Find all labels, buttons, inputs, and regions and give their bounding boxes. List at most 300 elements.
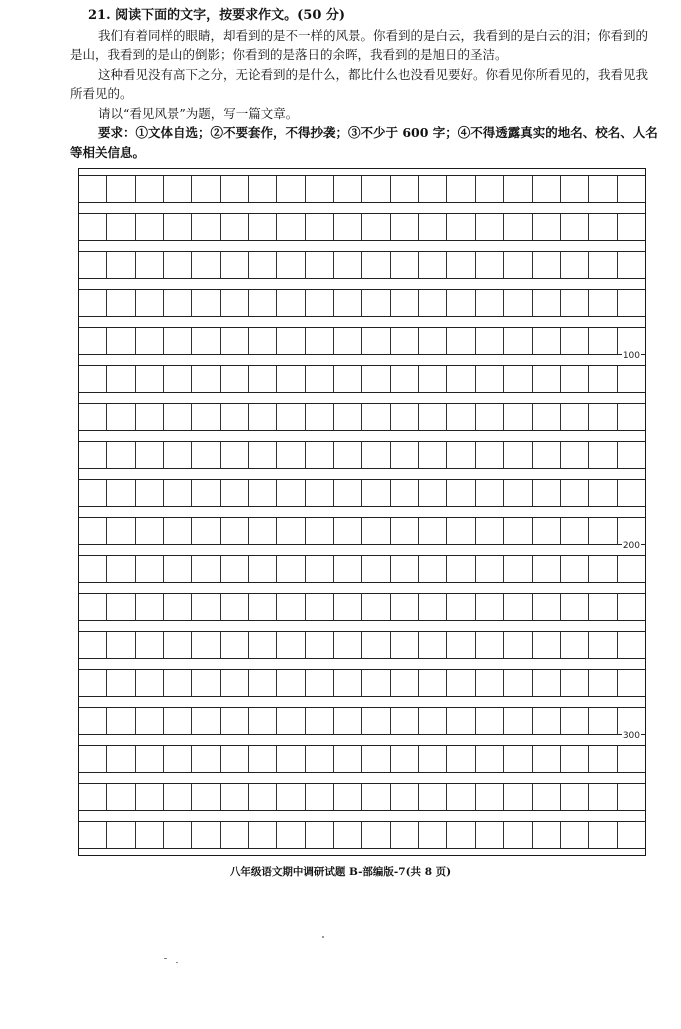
grid-cell[interactable] xyxy=(79,480,107,506)
grid-cell[interactable] xyxy=(192,404,220,430)
grid-cell[interactable] xyxy=(447,252,475,278)
grid-cell[interactable] xyxy=(107,442,135,468)
grid-cell[interactable] xyxy=(561,746,589,772)
grid-cell[interactable] xyxy=(79,290,107,316)
grid-cell[interactable] xyxy=(419,442,447,468)
grid-cell[interactable] xyxy=(618,822,645,848)
grid-cell[interactable] xyxy=(391,290,419,316)
grid-cell[interactable] xyxy=(164,214,192,240)
grid-cell[interactable] xyxy=(447,290,475,316)
grid-cell[interactable] xyxy=(306,594,334,620)
grid-cell[interactable] xyxy=(249,746,277,772)
grid-cell[interactable] xyxy=(306,784,334,810)
grid-cell[interactable] xyxy=(447,366,475,392)
grid-cell[interactable] xyxy=(334,366,362,392)
grid-cell[interactable] xyxy=(391,556,419,582)
grid-cell[interactable] xyxy=(221,784,249,810)
grid-cell[interactable] xyxy=(362,518,390,544)
grid-cell[interactable] xyxy=(362,480,390,506)
grid-cell[interactable] xyxy=(447,822,475,848)
grid-cell[interactable] xyxy=(618,290,645,316)
grid-cell[interactable] xyxy=(618,632,645,658)
grid-cell[interactable] xyxy=(221,480,249,506)
grid-cell[interactable] xyxy=(504,252,532,278)
grid-cell[interactable] xyxy=(136,328,164,354)
grid-cell[interactable] xyxy=(306,176,334,202)
grid-cell[interactable] xyxy=(362,556,390,582)
grid-cell[interactable] xyxy=(334,822,362,848)
grid-cell[interactable] xyxy=(533,708,561,734)
grid-cell[interactable] xyxy=(447,594,475,620)
grid-cell[interactable] xyxy=(249,328,277,354)
grid-cell[interactable] xyxy=(136,594,164,620)
grid-cell[interactable] xyxy=(277,746,305,772)
grid-cell[interactable] xyxy=(164,366,192,392)
grid-cell[interactable] xyxy=(476,328,504,354)
grid-cell[interactable] xyxy=(107,670,135,696)
grid-cell[interactable] xyxy=(561,708,589,734)
grid-cell[interactable] xyxy=(107,632,135,658)
grid-cell[interactable] xyxy=(164,632,192,658)
grid-cell[interactable] xyxy=(533,290,561,316)
grid-cell[interactable] xyxy=(249,822,277,848)
grid-cell[interactable] xyxy=(136,214,164,240)
grid-cell[interactable] xyxy=(221,594,249,620)
grid-cell[interactable] xyxy=(561,784,589,810)
grid-cell[interactable] xyxy=(533,480,561,506)
grid-cell[interactable] xyxy=(419,404,447,430)
grid-cell[interactable] xyxy=(79,252,107,278)
grid-cell[interactable] xyxy=(476,632,504,658)
grid-cell[interactable] xyxy=(391,708,419,734)
grid-cell[interactable] xyxy=(79,176,107,202)
grid-cell[interactable] xyxy=(589,708,617,734)
grid-cell[interactable] xyxy=(561,290,589,316)
grid-cell[interactable] xyxy=(221,252,249,278)
grid-cell[interactable] xyxy=(164,252,192,278)
grid-cell[interactable] xyxy=(447,708,475,734)
grid-cell[interactable] xyxy=(419,366,447,392)
grid-cell[interactable] xyxy=(561,594,589,620)
grid-cell[interactable] xyxy=(277,670,305,696)
grid-cell[interactable] xyxy=(391,176,419,202)
grid-cell[interactable] xyxy=(249,594,277,620)
grid-cell[interactable] xyxy=(136,822,164,848)
grid-cell[interactable] xyxy=(504,518,532,544)
grid-cell[interactable] xyxy=(164,328,192,354)
grid-cell[interactable] xyxy=(107,784,135,810)
grid-cell[interactable] xyxy=(221,366,249,392)
grid-cell[interactable] xyxy=(533,556,561,582)
grid-cell[interactable] xyxy=(504,366,532,392)
grid-cell[interactable] xyxy=(504,556,532,582)
grid-cell[interactable] xyxy=(362,442,390,468)
grid-cell[interactable] xyxy=(334,176,362,202)
grid-cell[interactable] xyxy=(589,746,617,772)
grid-cell[interactable] xyxy=(107,822,135,848)
grid-cell[interactable] xyxy=(533,366,561,392)
grid-cell[interactable] xyxy=(589,442,617,468)
grid-cell[interactable] xyxy=(334,328,362,354)
grid-cell[interactable] xyxy=(249,442,277,468)
grid-cell[interactable] xyxy=(561,404,589,430)
grid-cell[interactable] xyxy=(419,214,447,240)
grid-cell[interactable] xyxy=(306,328,334,354)
grid-cell[interactable] xyxy=(192,822,220,848)
grid-cell[interactable] xyxy=(533,442,561,468)
grid-cell[interactable] xyxy=(618,594,645,620)
grid-cell[interactable] xyxy=(192,670,220,696)
grid-cell[interactable] xyxy=(362,784,390,810)
grid-cell[interactable] xyxy=(362,670,390,696)
grid-cell[interactable] xyxy=(561,518,589,544)
grid-cell[interactable] xyxy=(334,784,362,810)
grid-cell[interactable] xyxy=(618,366,645,392)
grid-cell[interactable] xyxy=(277,632,305,658)
grid-cell[interactable] xyxy=(476,404,504,430)
grid-cell[interactable] xyxy=(221,746,249,772)
grid-cell[interactable] xyxy=(476,556,504,582)
grid-cell[interactable] xyxy=(447,784,475,810)
grid-cell[interactable] xyxy=(504,594,532,620)
grid-cell[interactable] xyxy=(533,632,561,658)
grid-cell[interactable] xyxy=(107,746,135,772)
grid-cell[interactable] xyxy=(277,708,305,734)
grid-cell[interactable] xyxy=(476,214,504,240)
grid-cell[interactable] xyxy=(277,176,305,202)
grid-cell[interactable] xyxy=(136,404,164,430)
grid-cell[interactable] xyxy=(334,480,362,506)
grid-cell[interactable] xyxy=(306,746,334,772)
grid-cell[interactable] xyxy=(533,214,561,240)
grid-cell[interactable] xyxy=(476,594,504,620)
grid-cell[interactable] xyxy=(391,480,419,506)
grid-cell[interactable] xyxy=(164,594,192,620)
grid-cell[interactable] xyxy=(589,252,617,278)
grid-cell[interactable] xyxy=(192,746,220,772)
grid-cell[interactable] xyxy=(476,822,504,848)
grid-cell[interactable] xyxy=(277,594,305,620)
grid-cell[interactable] xyxy=(249,366,277,392)
grid-cell[interactable] xyxy=(589,594,617,620)
grid-cell[interactable] xyxy=(533,404,561,430)
grid-cell[interactable] xyxy=(306,518,334,544)
grid-cell[interactable] xyxy=(391,518,419,544)
grid-cell[interactable] xyxy=(249,480,277,506)
grid-cell[interactable] xyxy=(476,670,504,696)
grid-cell[interactable] xyxy=(249,708,277,734)
grid-cell[interactable] xyxy=(476,252,504,278)
grid-cell[interactable] xyxy=(306,632,334,658)
grid-cell[interactable] xyxy=(79,822,107,848)
grid-cell[interactable] xyxy=(504,784,532,810)
grid-cell[interactable] xyxy=(107,328,135,354)
grid-cell[interactable] xyxy=(136,746,164,772)
grid-cell[interactable] xyxy=(391,366,419,392)
grid-cell[interactable] xyxy=(362,632,390,658)
grid-cell[interactable] xyxy=(306,822,334,848)
grid-cell[interactable] xyxy=(192,252,220,278)
grid-cell[interactable] xyxy=(476,366,504,392)
grid-cell[interactable] xyxy=(306,366,334,392)
grid-cell[interactable] xyxy=(249,518,277,544)
grid-cell[interactable] xyxy=(249,784,277,810)
grid-cell[interactable] xyxy=(192,328,220,354)
grid-cell[interactable] xyxy=(362,328,390,354)
grid-cell[interactable] xyxy=(221,822,249,848)
grid-cell[interactable] xyxy=(561,556,589,582)
grid-cell[interactable] xyxy=(249,556,277,582)
grid-cell[interactable] xyxy=(249,404,277,430)
grid-cell[interactable] xyxy=(362,176,390,202)
grid-cell[interactable] xyxy=(391,746,419,772)
grid-cell[interactable] xyxy=(164,746,192,772)
grid-cell[interactable] xyxy=(533,594,561,620)
answer-grid[interactable] xyxy=(78,168,646,856)
grid-cell[interactable] xyxy=(618,480,645,506)
grid-cell[interactable] xyxy=(136,708,164,734)
grid-cell[interactable] xyxy=(504,442,532,468)
grid-cell[interactable] xyxy=(221,518,249,544)
grid-cell[interactable] xyxy=(107,556,135,582)
grid-cell[interactable] xyxy=(164,670,192,696)
grid-cell[interactable] xyxy=(533,328,561,354)
grid-cell[interactable] xyxy=(277,252,305,278)
grid-cell[interactable] xyxy=(419,670,447,696)
grid-cell[interactable] xyxy=(334,632,362,658)
grid-cell[interactable] xyxy=(476,708,504,734)
grid-cell[interactable] xyxy=(561,252,589,278)
grid-cell[interactable] xyxy=(136,632,164,658)
grid-cell[interactable] xyxy=(419,176,447,202)
grid-cell[interactable] xyxy=(447,518,475,544)
grid-cell[interactable] xyxy=(504,822,532,848)
grid-cell[interactable] xyxy=(79,632,107,658)
grid-cell[interactable] xyxy=(192,518,220,544)
grid-cell[interactable] xyxy=(447,746,475,772)
grid-cell[interactable] xyxy=(589,822,617,848)
grid-cell[interactable] xyxy=(533,518,561,544)
grid-cell[interactable] xyxy=(192,708,220,734)
grid-cell[interactable] xyxy=(561,214,589,240)
grid-cell[interactable] xyxy=(419,556,447,582)
grid-cell[interactable] xyxy=(561,670,589,696)
grid-cell[interactable] xyxy=(192,366,220,392)
grid-cell[interactable] xyxy=(589,518,617,544)
grid-cell[interactable] xyxy=(533,670,561,696)
grid-cell[interactable] xyxy=(419,328,447,354)
grid-cell[interactable] xyxy=(136,670,164,696)
grid-cell[interactable] xyxy=(362,290,390,316)
grid-cell[interactable] xyxy=(107,708,135,734)
grid-cell[interactable] xyxy=(164,480,192,506)
grid-cell[interactable] xyxy=(391,442,419,468)
grid-cell[interactable] xyxy=(447,176,475,202)
grid-cell[interactable] xyxy=(391,404,419,430)
grid-cell[interactable] xyxy=(107,366,135,392)
grid-cell[interactable] xyxy=(192,556,220,582)
grid-cell[interactable] xyxy=(589,556,617,582)
grid-cell[interactable] xyxy=(589,176,617,202)
grid-cell[interactable] xyxy=(221,442,249,468)
grid-cell[interactable] xyxy=(561,442,589,468)
grid-cell[interactable] xyxy=(589,480,617,506)
grid-cell[interactable] xyxy=(306,556,334,582)
grid-cell[interactable] xyxy=(306,442,334,468)
grid-cell[interactable] xyxy=(362,214,390,240)
grid-cell[interactable] xyxy=(107,290,135,316)
grid-cell[interactable] xyxy=(334,708,362,734)
grid-cell[interactable] xyxy=(618,404,645,430)
grid-cell[interactable] xyxy=(221,328,249,354)
grid-cell[interactable] xyxy=(419,480,447,506)
grid-cell[interactable] xyxy=(589,366,617,392)
grid-cell[interactable] xyxy=(419,252,447,278)
grid-cell[interactable] xyxy=(79,518,107,544)
grid-cell[interactable] xyxy=(618,214,645,240)
grid-cell[interactable] xyxy=(136,556,164,582)
grid-cell[interactable] xyxy=(618,670,645,696)
grid-cell[interactable] xyxy=(79,784,107,810)
grid-cell[interactable] xyxy=(362,252,390,278)
grid-cell[interactable] xyxy=(164,556,192,582)
grid-cell[interactable] xyxy=(79,214,107,240)
grid-cell[interactable] xyxy=(504,480,532,506)
grid-cell[interactable] xyxy=(277,822,305,848)
grid-cell[interactable] xyxy=(306,404,334,430)
grid-cell[interactable] xyxy=(334,442,362,468)
grid-cell[interactable] xyxy=(589,290,617,316)
grid-cell[interactable] xyxy=(136,518,164,544)
grid-cell[interactable] xyxy=(249,252,277,278)
grid-cell[interactable] xyxy=(504,632,532,658)
grid-cell[interactable] xyxy=(107,176,135,202)
grid-cell[interactable] xyxy=(504,746,532,772)
grid-cell[interactable] xyxy=(504,328,532,354)
grid-cell[interactable] xyxy=(447,556,475,582)
grid-cell[interactable] xyxy=(79,404,107,430)
grid-cell[interactable] xyxy=(221,176,249,202)
grid-cell[interactable] xyxy=(476,784,504,810)
grid-cell[interactable] xyxy=(447,670,475,696)
grid-cell[interactable] xyxy=(419,746,447,772)
grid-cell[interactable] xyxy=(249,290,277,316)
grid-cell[interactable] xyxy=(334,518,362,544)
grid-cell[interactable] xyxy=(79,594,107,620)
grid-cell[interactable] xyxy=(221,214,249,240)
grid-cell[interactable] xyxy=(476,290,504,316)
grid-cell[interactable] xyxy=(136,784,164,810)
grid-cell[interactable] xyxy=(476,518,504,544)
grid-cell[interactable] xyxy=(419,822,447,848)
grid-cell[interactable] xyxy=(107,518,135,544)
grid-cell[interactable] xyxy=(249,632,277,658)
grid-cell[interactable] xyxy=(618,252,645,278)
grid-cell[interactable] xyxy=(504,214,532,240)
grid-cell[interactable] xyxy=(561,632,589,658)
grid-cell[interactable] xyxy=(79,708,107,734)
grid-cell[interactable] xyxy=(561,480,589,506)
grid-cell[interactable] xyxy=(334,556,362,582)
grid-cell[interactable] xyxy=(618,442,645,468)
grid-cell[interactable] xyxy=(504,670,532,696)
grid-cell[interactable] xyxy=(249,214,277,240)
grid-cell[interactable] xyxy=(589,404,617,430)
grid-cell[interactable] xyxy=(391,632,419,658)
grid-cell[interactable] xyxy=(362,822,390,848)
grid-cell[interactable] xyxy=(476,480,504,506)
grid-cell[interactable] xyxy=(221,556,249,582)
grid-cell[interactable] xyxy=(419,708,447,734)
grid-cell[interactable] xyxy=(306,708,334,734)
grid-cell[interactable] xyxy=(306,670,334,696)
grid-cell[interactable] xyxy=(164,518,192,544)
grid-cell[interactable] xyxy=(533,784,561,810)
grid-cell[interactable] xyxy=(277,404,305,430)
grid-cell[interactable] xyxy=(136,176,164,202)
grid-cell[interactable] xyxy=(277,784,305,810)
grid-cell[interactable] xyxy=(306,252,334,278)
grid-cell[interactable] xyxy=(391,670,419,696)
grid-cell[interactable] xyxy=(447,214,475,240)
grid-cell[interactable] xyxy=(362,708,390,734)
grid-cell[interactable] xyxy=(561,328,589,354)
grid-cell[interactable] xyxy=(561,366,589,392)
grid-cell[interactable] xyxy=(362,594,390,620)
grid-cell[interactable] xyxy=(419,594,447,620)
grid-cell[interactable] xyxy=(221,632,249,658)
grid-cell[interactable] xyxy=(192,480,220,506)
grid-cell[interactable] xyxy=(391,784,419,810)
grid-cell[interactable] xyxy=(136,366,164,392)
grid-cell[interactable] xyxy=(362,746,390,772)
grid-cell[interactable] xyxy=(419,784,447,810)
grid-cell[interactable] xyxy=(391,252,419,278)
grid-cell[interactable] xyxy=(306,290,334,316)
grid-cell[interactable] xyxy=(277,442,305,468)
grid-cell[interactable] xyxy=(589,670,617,696)
grid-cell[interactable] xyxy=(334,290,362,316)
grid-cell[interactable] xyxy=(136,480,164,506)
grid-cell[interactable] xyxy=(277,366,305,392)
grid-cell[interactable] xyxy=(107,594,135,620)
grid-cell[interactable] xyxy=(391,594,419,620)
grid-cell[interactable] xyxy=(561,176,589,202)
grid-cell[interactable] xyxy=(504,708,532,734)
grid-cell[interactable] xyxy=(504,404,532,430)
grid-cell[interactable] xyxy=(221,290,249,316)
grid-cell[interactable] xyxy=(561,822,589,848)
grid-cell[interactable] xyxy=(249,176,277,202)
grid-cell[interactable] xyxy=(447,404,475,430)
grid-cell[interactable] xyxy=(476,176,504,202)
grid-cell[interactable] xyxy=(277,518,305,544)
grid-cell[interactable] xyxy=(334,252,362,278)
grid-cell[interactable] xyxy=(533,746,561,772)
grid-cell[interactable] xyxy=(504,176,532,202)
grid-cell[interactable] xyxy=(447,328,475,354)
grid-cell[interactable] xyxy=(277,214,305,240)
grid-cell[interactable] xyxy=(589,214,617,240)
grid-cell[interactable] xyxy=(164,784,192,810)
grid-cell[interactable] xyxy=(391,214,419,240)
grid-cell[interactable] xyxy=(391,822,419,848)
grid-cell[interactable] xyxy=(447,442,475,468)
grid-cell[interactable] xyxy=(277,480,305,506)
grid-cell[interactable] xyxy=(164,822,192,848)
grid-cell[interactable] xyxy=(476,746,504,772)
grid-cell[interactable] xyxy=(334,214,362,240)
